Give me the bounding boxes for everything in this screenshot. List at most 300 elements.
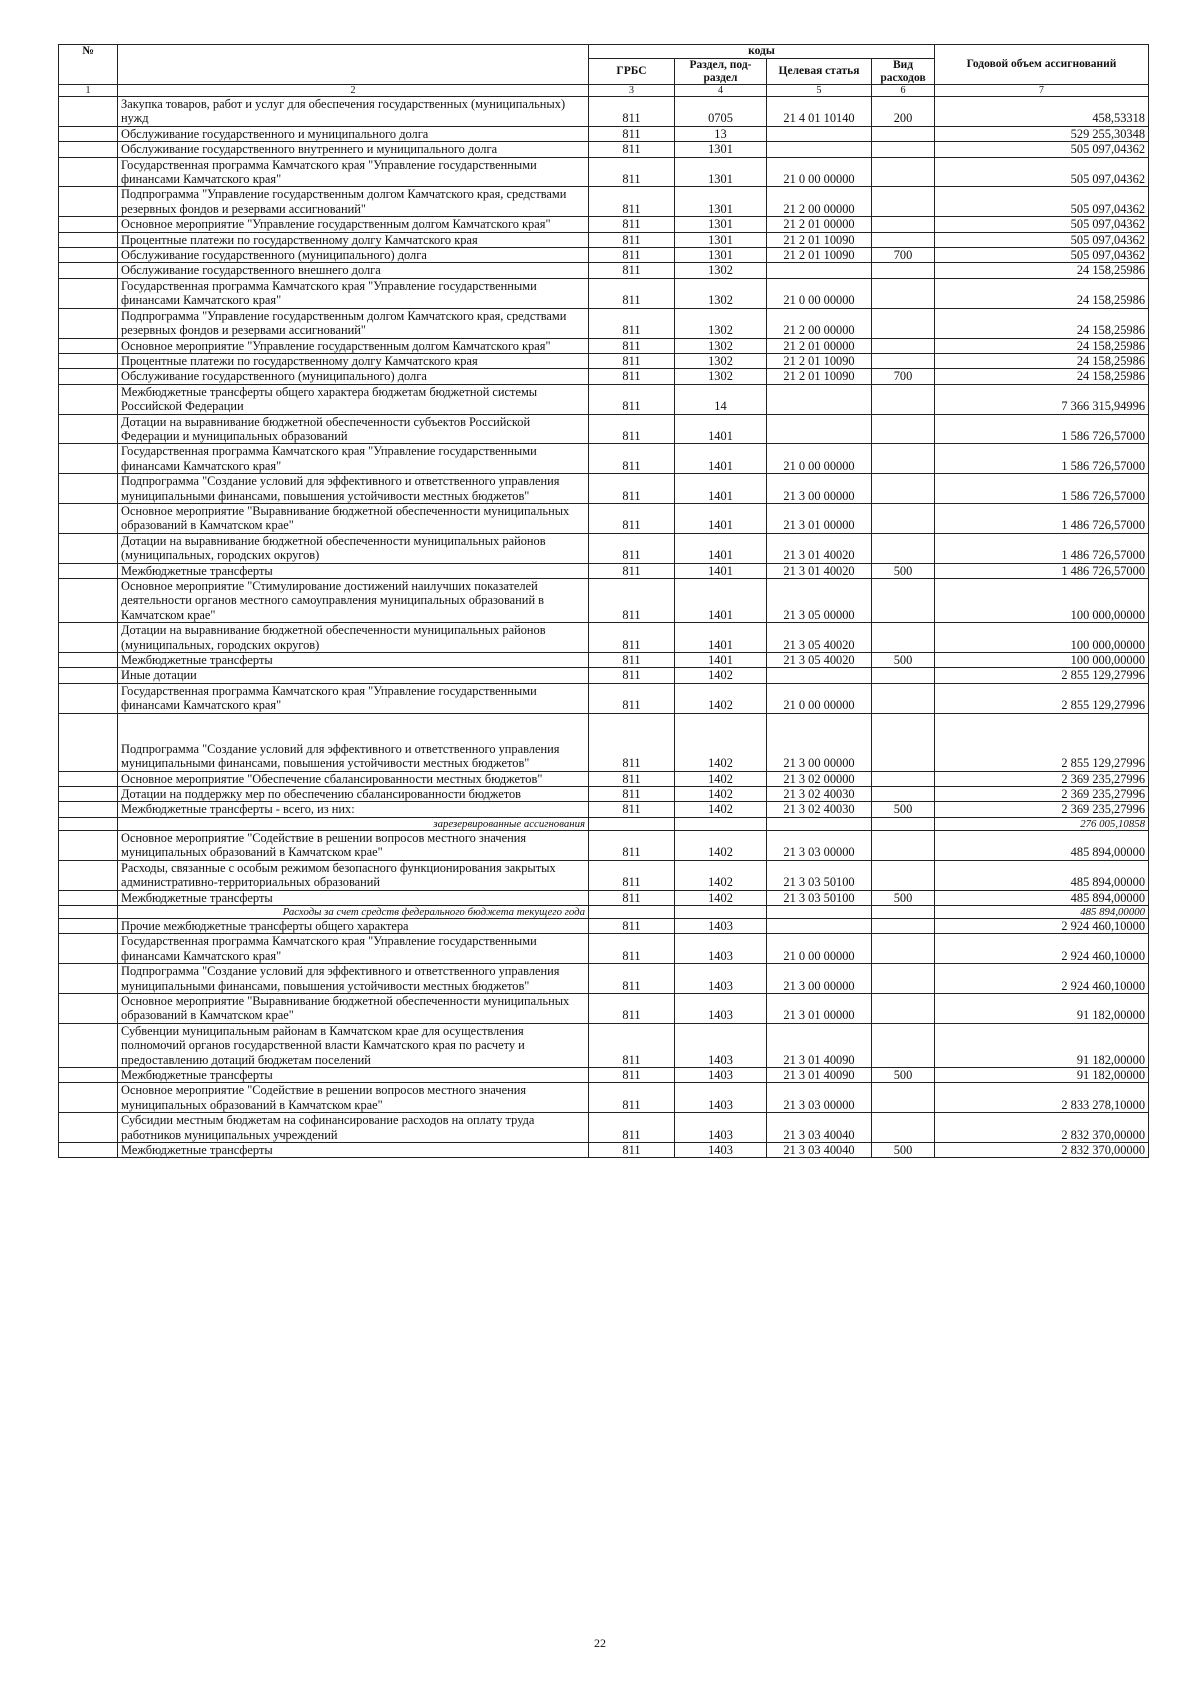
amount-cell: 2 832 370,00000	[935, 1113, 1149, 1143]
kind-cell: 500	[872, 890, 935, 905]
grbs-cell: 811	[589, 97, 675, 127]
section-cell: 1401	[675, 533, 767, 563]
kind-cell	[872, 993, 935, 1023]
amount-cell: 1 586 726,57000	[935, 414, 1149, 444]
table-row	[59, 338, 1149, 353]
table-row	[59, 248, 1149, 263]
section-cell: 1302	[675, 353, 767, 368]
table-row	[59, 278, 1149, 308]
target-cell: 21 2 00 00000	[767, 187, 872, 217]
grbs-cell: 811	[589, 157, 675, 187]
table-note-row	[59, 905, 1149, 918]
name-cell: Подпрограмма "Управление государственным долгом Камчатского края, средствами резервных фондов и резервами ассигнований"	[118, 308, 589, 338]
name-cell: Государственная программа Камчатского края "Управление государственными финансами Камчатского края"	[118, 157, 589, 187]
num-cell	[59, 713, 118, 771]
section-cell: 1302	[675, 369, 767, 384]
table-row	[59, 653, 1149, 668]
target-cell: 21 0 00 00000	[767, 278, 872, 308]
header-index-row	[59, 85, 1149, 97]
num-cell	[59, 248, 118, 263]
num-cell	[59, 474, 118, 504]
grbs-cell: 811	[589, 964, 675, 994]
index-cell: 2	[118, 85, 589, 97]
table-row	[59, 503, 1149, 533]
grbs-cell: 811	[589, 1083, 675, 1113]
section-cell: 1403	[675, 1083, 767, 1113]
header-grbs: ГРБС	[589, 59, 675, 85]
amount-cell: 2 924 460,10000	[935, 964, 1149, 994]
kind-cell	[872, 830, 935, 860]
section-cell: 14	[675, 384, 767, 414]
table-row	[59, 830, 1149, 860]
num-cell	[59, 653, 118, 668]
name-cell: Основное мероприятие "Обеспечение сбалансированности местных бюджетов"	[118, 771, 589, 786]
amount-cell: 24 158,25986	[935, 263, 1149, 278]
grbs-cell: 811	[589, 918, 675, 933]
kind-cell	[872, 157, 935, 187]
section-cell: 1402	[675, 771, 767, 786]
name-cell: Иные дотации	[118, 668, 589, 683]
amount-cell: 485 894,00000	[935, 860, 1149, 890]
section-cell: 1403	[675, 918, 767, 933]
section-cell: 1402	[675, 860, 767, 890]
target-cell: 21 3 01 40020	[767, 533, 872, 563]
target-cell: 21 0 00 00000	[767, 683, 872, 713]
grbs-cell: 811	[589, 308, 675, 338]
target-cell	[767, 918, 872, 933]
grbs-cell: 811	[589, 444, 675, 474]
num-cell	[59, 353, 118, 368]
target-cell: 21 3 00 00000	[767, 474, 872, 504]
target-cell: 21 3 03 40040	[767, 1143, 872, 1158]
amount-cell: 100 000,00000	[935, 653, 1149, 668]
grbs-cell: 811	[589, 890, 675, 905]
kind-cell	[872, 232, 935, 247]
table-row	[59, 414, 1149, 444]
target-cell: 21 3 03 50100	[767, 860, 872, 890]
name-cell: Межбюджетные трансферты	[118, 653, 589, 668]
section-cell: 1403	[675, 993, 767, 1023]
grbs-cell: 811	[589, 533, 675, 563]
name-cell: Обслуживание государственного (муниципального) долга	[118, 369, 589, 384]
kind-cell	[872, 1113, 935, 1143]
num-cell	[59, 126, 118, 141]
amount-cell: 485 894,00000	[935, 830, 1149, 860]
grbs-cell: 811	[589, 187, 675, 217]
amount-cell: 2 924 460,10000	[935, 934, 1149, 964]
kind-cell	[872, 683, 935, 713]
amount-cell: 24 158,25986	[935, 308, 1149, 338]
name-cell: Государственная программа Камчатского края "Управление государственными финансами Камчатского края"	[118, 278, 589, 308]
index-cell: 6	[872, 85, 935, 97]
table-row	[59, 1113, 1149, 1143]
name-cell: Межбюджетные трансферты общего характера бюджетам бюджетной системы Российской Федерации	[118, 384, 589, 414]
table-row	[59, 97, 1149, 127]
section-cell: 13	[675, 126, 767, 141]
amount-cell: 1 486 726,57000	[935, 563, 1149, 578]
name-cell: Закупка товаров, работ и услуг для обеспечения государственных (муниципальных) нужд	[118, 97, 589, 127]
target-cell: 21 3 01 40020	[767, 563, 872, 578]
header-annual-volume: Годовой объем ассигнований	[935, 45, 1149, 85]
table-row	[59, 1083, 1149, 1113]
name-cell: Расходы, связанные с особым режимом безопасного функционирования закрытых административно-территориальных образований	[118, 860, 589, 890]
section-cell: 1403	[675, 1143, 767, 1158]
table-row	[59, 918, 1149, 933]
amount-cell: 2 369 235,27996	[935, 771, 1149, 786]
amount-cell: 2 369 235,27996	[935, 802, 1149, 817]
section-cell	[675, 905, 767, 918]
grbs-cell: 811	[589, 653, 675, 668]
table-row	[59, 964, 1149, 994]
table-row	[59, 187, 1149, 217]
section-cell: 1401	[675, 579, 767, 623]
target-cell: 21 3 05 00000	[767, 579, 872, 623]
amount-cell: 91 182,00000	[935, 1067, 1149, 1082]
table-row	[59, 474, 1149, 504]
num-cell	[59, 142, 118, 157]
target-cell: 21 2 01 10090	[767, 369, 872, 384]
section-cell: 1402	[675, 713, 767, 771]
kind-cell	[872, 533, 935, 563]
name-cell: Подпрограмма "Управление государственным долгом Камчатского края, средствами резервных фондов и резервами ассигнований"	[118, 187, 589, 217]
grbs-cell: 811	[589, 683, 675, 713]
section-cell: 1302	[675, 263, 767, 278]
amount-cell: 2 855 129,27996	[935, 713, 1149, 771]
header-number: №	[59, 45, 118, 85]
amount-cell: 2 832 370,00000	[935, 1143, 1149, 1158]
amount-cell: 458,53318	[935, 97, 1149, 127]
table-row	[59, 1023, 1149, 1067]
num-cell	[59, 623, 118, 653]
amount-cell: 505 097,04362	[935, 187, 1149, 217]
table-row	[59, 533, 1149, 563]
num-cell	[59, 817, 118, 830]
name-cell: Межбюджетные трансферты	[118, 563, 589, 578]
kind-cell	[872, 503, 935, 533]
table-note-row	[59, 817, 1149, 830]
num-cell	[59, 830, 118, 860]
table-row	[59, 860, 1149, 890]
kind-cell	[872, 263, 935, 278]
kind-cell	[872, 278, 935, 308]
index-cell: 1	[59, 85, 118, 97]
table-row	[59, 263, 1149, 278]
num-cell	[59, 1113, 118, 1143]
kind-cell	[872, 308, 935, 338]
grbs-cell: 811	[589, 503, 675, 533]
header-section: Раздел, под-раздел	[675, 59, 767, 85]
target-cell: 21 3 05 40020	[767, 623, 872, 653]
table-row	[59, 683, 1149, 713]
kind-cell	[872, 817, 935, 830]
target-cell	[767, 126, 872, 141]
table-row	[59, 384, 1149, 414]
kind-cell	[872, 353, 935, 368]
amount-cell: 24 158,25986	[935, 338, 1149, 353]
amount-cell: 24 158,25986	[935, 369, 1149, 384]
section-cell: 1401	[675, 444, 767, 474]
kind-cell	[872, 1023, 935, 1067]
target-cell: 21 3 00 00000	[767, 713, 872, 771]
target-cell	[767, 384, 872, 414]
num-cell	[59, 1083, 118, 1113]
amount-cell: 2 833 278,10000	[935, 1083, 1149, 1113]
grbs-cell: 811	[589, 248, 675, 263]
name-cell: Дотации на выравнивание бюджетной обеспеченности субъектов Российской Федерации и муниципальных образований	[118, 414, 589, 444]
num-cell	[59, 563, 118, 578]
amount-cell: 505 097,04362	[935, 217, 1149, 232]
table-row	[59, 369, 1149, 384]
grbs-cell: 811	[589, 993, 675, 1023]
section-cell: 1301	[675, 142, 767, 157]
amount-cell: 100 000,00000	[935, 623, 1149, 653]
target-cell: 21 2 01 00000	[767, 338, 872, 353]
kind-cell	[872, 860, 935, 890]
target-cell: 21 3 03 00000	[767, 830, 872, 860]
kind-cell	[872, 787, 935, 802]
grbs-cell: 811	[589, 414, 675, 444]
num-cell	[59, 668, 118, 683]
amount-cell: 7 366 315,94996	[935, 384, 1149, 414]
amount-cell: 505 097,04362	[935, 142, 1149, 157]
name-cell: Основное мероприятие "Выравнивание бюджетной обеспеченности муниципальных образований в Камчатском крае"	[118, 503, 589, 533]
num-cell	[59, 579, 118, 623]
grbs-cell: 811	[589, 263, 675, 278]
kind-cell	[872, 934, 935, 964]
grbs-cell: 811	[589, 802, 675, 817]
table-row	[59, 579, 1149, 623]
section-cell: 1301	[675, 187, 767, 217]
name-cell: Основное мероприятие "Содействие в решении вопросов местного значения муниципальных образований в Камчатском крае"	[118, 1083, 589, 1113]
num-cell	[59, 964, 118, 994]
amount-cell: 91 182,00000	[935, 993, 1149, 1023]
kind-cell	[872, 414, 935, 444]
amount-cell: 485 894,00000	[935, 905, 1149, 918]
kind-cell	[872, 964, 935, 994]
table-row	[59, 787, 1149, 802]
table-row	[59, 308, 1149, 338]
grbs-cell: 811	[589, 142, 675, 157]
kind-cell	[872, 187, 935, 217]
amount-cell: 276 005,10858	[935, 817, 1149, 830]
target-cell: 21 3 03 50100	[767, 890, 872, 905]
target-cell: 21 3 01 40090	[767, 1067, 872, 1082]
grbs-cell: 811	[589, 579, 675, 623]
name-cell: Дотации на поддержку мер по обеспечению сбалансированности бюджетов	[118, 787, 589, 802]
table-row	[59, 934, 1149, 964]
kind-cell: 500	[872, 1143, 935, 1158]
target-cell	[767, 905, 872, 918]
target-cell: 21 2 01 10090	[767, 353, 872, 368]
name-cell: Процентные платежи по государственному долгу Камчатского края	[118, 232, 589, 247]
kind-cell	[872, 474, 935, 504]
kind-cell	[872, 142, 935, 157]
kind-cell	[872, 217, 935, 232]
table-row	[59, 563, 1149, 578]
num-cell	[59, 157, 118, 187]
index-cell: 4	[675, 85, 767, 97]
budget-table-sheet	[58, 44, 1148, 1158]
target-cell: 21 2 00 00000	[767, 308, 872, 338]
kind-cell	[872, 713, 935, 771]
amount-cell: 485 894,00000	[935, 890, 1149, 905]
kind-cell	[872, 444, 935, 474]
target-cell: 21 3 01 00000	[767, 503, 872, 533]
section-cell: 1402	[675, 787, 767, 802]
page-number: 22	[594, 1636, 606, 1650]
section-cell: 1401	[675, 503, 767, 533]
grbs-cell: 811	[589, 232, 675, 247]
grbs-cell: 811	[589, 126, 675, 141]
section-cell: 1402	[675, 802, 767, 817]
kind-cell	[872, 1083, 935, 1113]
name-cell: Межбюджетные трансферты	[118, 890, 589, 905]
grbs-cell: 811	[589, 278, 675, 308]
section-cell: 1301	[675, 248, 767, 263]
num-cell	[59, 232, 118, 247]
num-cell	[59, 97, 118, 127]
num-cell	[59, 993, 118, 1023]
target-cell: 21 3 03 00000	[767, 1083, 872, 1113]
name-cell: Государственная программа Камчатского края "Управление государственными финансами Камчатского края"	[118, 934, 589, 964]
table-row	[59, 623, 1149, 653]
section-cell: 1301	[675, 217, 767, 232]
target-cell	[767, 142, 872, 157]
kind-cell	[872, 771, 935, 786]
index-cell: 5	[767, 85, 872, 97]
grbs-cell: 811	[589, 1143, 675, 1158]
num-cell	[59, 217, 118, 232]
grbs-cell: 811	[589, 1067, 675, 1082]
amount-cell: 505 097,04362	[935, 157, 1149, 187]
kind-cell: 500	[872, 653, 935, 668]
num-cell	[59, 444, 118, 474]
target-cell: 21 3 02 40030	[767, 802, 872, 817]
num-cell	[59, 187, 118, 217]
target-cell: 21 3 02 40030	[767, 787, 872, 802]
section-cell: 1401	[675, 623, 767, 653]
grbs-cell: 811	[589, 771, 675, 786]
table-row	[59, 802, 1149, 817]
name-cell: зарезервированные ассигнования	[118, 817, 589, 830]
table-row	[59, 217, 1149, 232]
target-cell: 21 0 00 00000	[767, 444, 872, 474]
target-cell	[767, 817, 872, 830]
target-cell: 21 3 05 40020	[767, 653, 872, 668]
num-cell	[59, 905, 118, 918]
num-cell	[59, 918, 118, 933]
name-cell: Субвенции муниципальным районам в Камчатском крае для осуществления полномочий органов государственной власти Камчатского края по расчету и предоставлению дотаций бюджетам поселений	[118, 1023, 589, 1067]
section-cell: 1402	[675, 668, 767, 683]
grbs-cell	[589, 817, 675, 830]
num-cell	[59, 384, 118, 414]
name-cell: Основное мероприятие "Содействие в решении вопросов местного значения муниципальных образований в Камчатском крае"	[118, 830, 589, 860]
section-cell: 1401	[675, 474, 767, 504]
section-cell: 1402	[675, 890, 767, 905]
target-cell	[767, 668, 872, 683]
num-cell	[59, 369, 118, 384]
name-cell: Подпрограмма "Создание условий для эффективного и ответственного управления муниципальными финансами, повышения устойчивости местных бюджетов"	[118, 474, 589, 504]
amount-cell: 100 000,00000	[935, 579, 1149, 623]
section-cell: 1302	[675, 278, 767, 308]
section-cell: 1401	[675, 414, 767, 444]
name-cell: Обслуживание государственного (муниципального) долга	[118, 248, 589, 263]
name-cell: Дотации на выравнивание бюджетной обеспеченности муниципальных районов (муниципальных, городских округов)	[118, 533, 589, 563]
target-cell: 21 3 03 40040	[767, 1113, 872, 1143]
grbs-cell: 811	[589, 860, 675, 890]
num-cell	[59, 503, 118, 533]
table-row	[59, 444, 1149, 474]
table-row	[59, 126, 1149, 141]
num-cell	[59, 934, 118, 964]
section-cell: 1401	[675, 563, 767, 578]
num-cell	[59, 533, 118, 563]
target-cell: 21 2 01 10090	[767, 248, 872, 263]
kind-cell	[872, 623, 935, 653]
index-cell: 7	[935, 85, 1149, 97]
grbs-cell: 811	[589, 787, 675, 802]
num-cell	[59, 890, 118, 905]
name-cell: Процентные платежи по государственному долгу Камчатского края	[118, 353, 589, 368]
target-cell: 21 2 01 00000	[767, 217, 872, 232]
kind-cell: 700	[872, 248, 935, 263]
name-cell: Государственная программа Камчатского края "Управление государственными финансами Камчатского края"	[118, 683, 589, 713]
target-cell: 21 4 01 10140	[767, 97, 872, 127]
target-cell: 21 3 02 00000	[767, 771, 872, 786]
table-row	[59, 890, 1149, 905]
num-cell	[59, 278, 118, 308]
target-cell: 21 0 00 00000	[767, 157, 872, 187]
kind-cell: 700	[872, 369, 935, 384]
kind-cell	[872, 126, 935, 141]
kind-cell: 200	[872, 97, 935, 127]
section-cell: 1302	[675, 308, 767, 338]
grbs-cell: 811	[589, 353, 675, 368]
target-cell: 21 3 01 00000	[767, 993, 872, 1023]
table-row	[59, 771, 1149, 786]
num-cell	[59, 860, 118, 890]
section-cell: 1403	[675, 934, 767, 964]
section-cell: 1403	[675, 1023, 767, 1067]
grbs-cell: 811	[589, 474, 675, 504]
name-cell: Межбюджетные трансферты - всего, из них:	[118, 802, 589, 817]
amount-cell: 1 486 726,57000	[935, 503, 1149, 533]
name-cell: Дотации на выравнивание бюджетной обеспеченности муниципальных районов (муниципальных, городских округов)	[118, 623, 589, 653]
name-cell: Подпрограмма "Создание условий для эффективного и ответственного управления муниципальными финансами, повышения устойчивости местных бюджетов"	[118, 964, 589, 994]
section-cell: 1403	[675, 1113, 767, 1143]
target-cell	[767, 414, 872, 444]
num-cell	[59, 1023, 118, 1067]
num-cell	[59, 308, 118, 338]
grbs-cell: 811	[589, 830, 675, 860]
section-cell	[675, 817, 767, 830]
header-expense-kind: Вид расходов	[872, 59, 935, 85]
index-cell: 3	[589, 85, 675, 97]
target-cell: 21 3 01 40090	[767, 1023, 872, 1067]
table-row	[59, 232, 1149, 247]
grbs-cell: 811	[589, 217, 675, 232]
kind-cell	[872, 338, 935, 353]
amount-cell: 529 255,30348	[935, 126, 1149, 141]
grbs-cell: 811	[589, 934, 675, 964]
header-name	[118, 45, 589, 85]
amount-cell: 91 182,00000	[935, 1023, 1149, 1067]
amount-cell: 2 924 460,10000	[935, 918, 1149, 933]
kind-cell: 500	[872, 563, 935, 578]
amount-cell: 1 586 726,57000	[935, 444, 1149, 474]
grbs-cell: 811	[589, 623, 675, 653]
section-cell: 1403	[675, 964, 767, 994]
